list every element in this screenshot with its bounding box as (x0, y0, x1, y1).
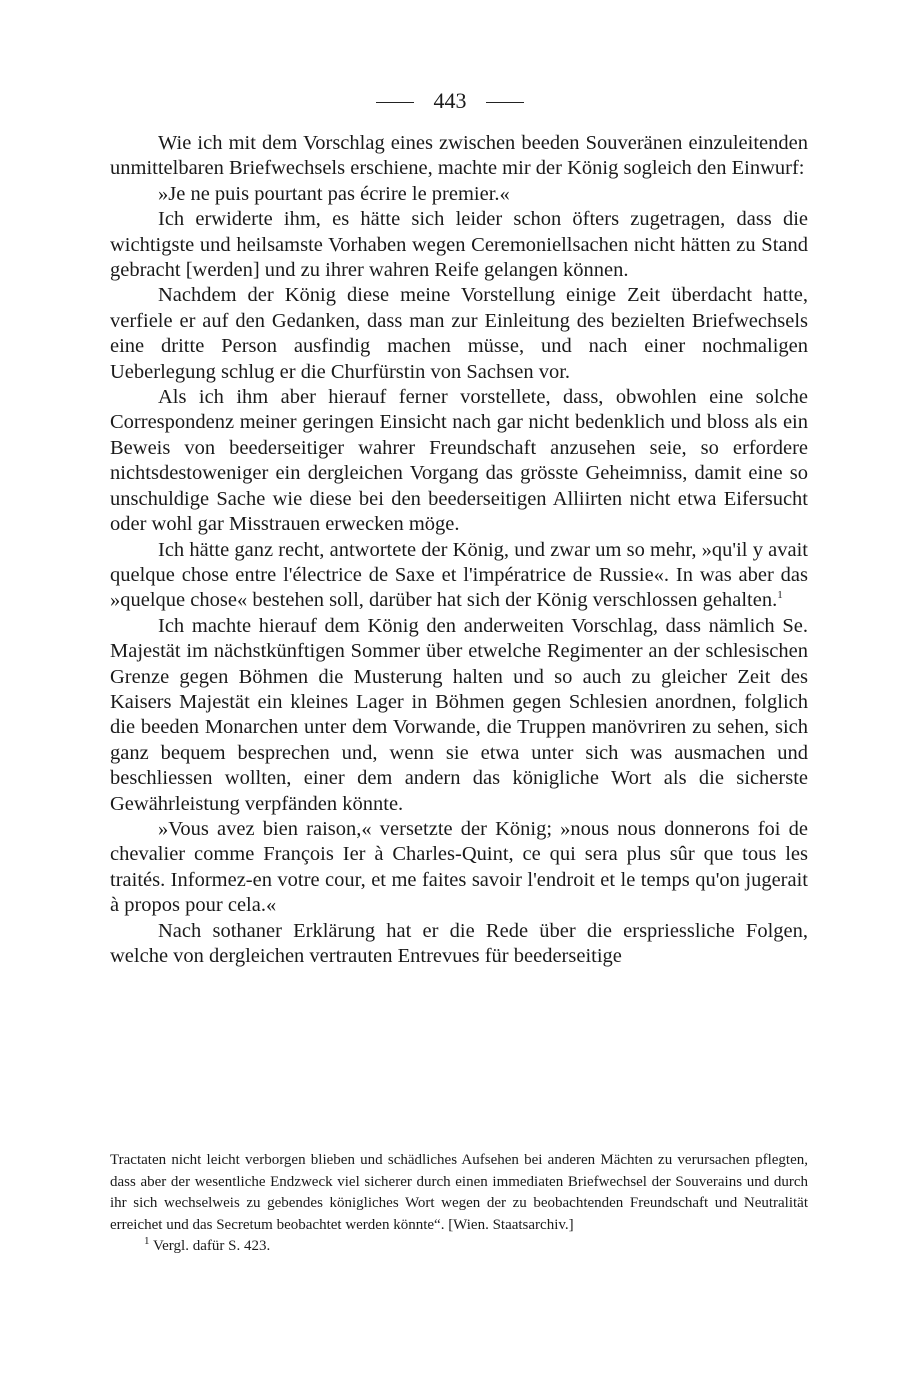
footnote-continuation: Tractaten nicht leicht verborgen blieben und schädliches Aufsehen bei anderen Mächten zu verursachen pflegten, dass aber der wesentliche Endzweck viel sicherer durch einen immediaten Briefwechsel der Souverains und durch ihr sich wechselweis zu gebendes königliches Wort wegen der zu beobachtenden Freundschaft und Neutralität erreichet und das Secretum beobachtet werden könnte“. [Wien. Staatsarchiv.] (110, 1152, 808, 1233)
footnote-text: Vergl. dafür S. 423. (152, 1238, 271, 1254)
footnote-ref: 1 (777, 589, 783, 602)
header-dash-right (486, 102, 524, 103)
paragraph: Ich erwiderte ihm, es hätte sich leider schon öfters zugetragen, dass die wichtigste und heilsamste Vorhaben wegen Ceremoniellsachen nicht hätten zu Stand gebracht [werden] und zu ihrer wahren Reife gelangen können. (110, 208, 808, 282)
paragraph-text: Ich hätte ganz recht, antwortete der König, und zwar um so mehr, »qu'il y avait quelque chose entre l'électrice de Saxe et l'impératrice de Russie«. In was aber das »quelque chose« bestehen soll, darüber hat sich der König verschlossen gehalten. (110, 538, 808, 612)
paragraph: »Vous avez bien raison,« versetzte der König; »nous nous donnerons foi de chevalier comme François Ier à Charles-Quint, ce qui sera plus sûr que tous les traités. Informez-en votre cour, et me faites savoir l'endroit et le temps qu'on jugerait à propos pour cela.« (110, 817, 808, 917)
paragraph: Nach sothaner Erklärung hat er die Rede über die erspriessliche Folgen, welche von dergleichen vertrauten Entrevues für beederseitige (110, 919, 808, 967)
header-dash-left (376, 102, 414, 103)
paragraph: »Je ne puis pourtant pas écrire le premier.« (158, 182, 510, 205)
paragraph-with-footnote (110, 538, 808, 614)
main-text (110, 131, 808, 969)
footnote-1 (110, 1236, 808, 1258)
paragraph: Als ich ihm aber hierauf ferner vorstellete, dass, obwohlen eine solche Correspondenz meiner geringen Einsicht nach gar nicht bedenklich und bloss als ein Beweis von beederseitiger wahrer Freundschaft anzusehen seie, so erfordere nichtsdestoweniger ein dergleichen Vorgang das grösste Geheimniss, damit eine so unschuldige Sache wie diese bei den beederseitigen Alliirten nicht etwa Eifersucht oder wohl gar Misstrauen erwecken möge. (110, 386, 808, 536)
footnote-marker: 1 (144, 1235, 150, 1247)
footnotes (110, 1150, 808, 1258)
paragraph: Ich machte hierauf dem König den anderweiten Vorschlag, dass nämlich Se. Majestät im nächstkünftigen Sommer über etwelche Regimenter an der schlesischen Grenze gegen Böhmen die Musterung halten und so auch zu gleicher Zeit des Kaisers Majestät ein kleines Lager in Böhmen gegen Schlesien anordnen, folglich die beeden Monarchen unter dem Vorwande, die Truppen manövriren zu sehen, sich ganz bequem besprechen und, wenn sie etwa unter sich was ausmachen und beschliessen wollten, einer dem andern das königliche Wort als die sicherste Gewährleistung verpfänden könnte. (110, 614, 808, 815)
paragraph: Nachdem der König diese meine Vorstellung einige Zeit überdacht hatte, verfiele er auf den Gedanken, dass man zur Einleitung des bezielten Briefwechsels eine dritte Person ausfindig machen müsse, und nach einer nochmaligen Ueberlegung schlug er die Churfürstin von Sachsen vor. (110, 284, 808, 383)
paragraph: Wie ich mit dem Vorschlag eines zwischen beeden Souveränen einzuleitenden unmittelbaren Briefwechsels erschiene, machte mir der König sogleich den Einwurf: (110, 132, 808, 180)
page-header (0, 88, 900, 114)
page-number: 443 (433, 88, 467, 113)
